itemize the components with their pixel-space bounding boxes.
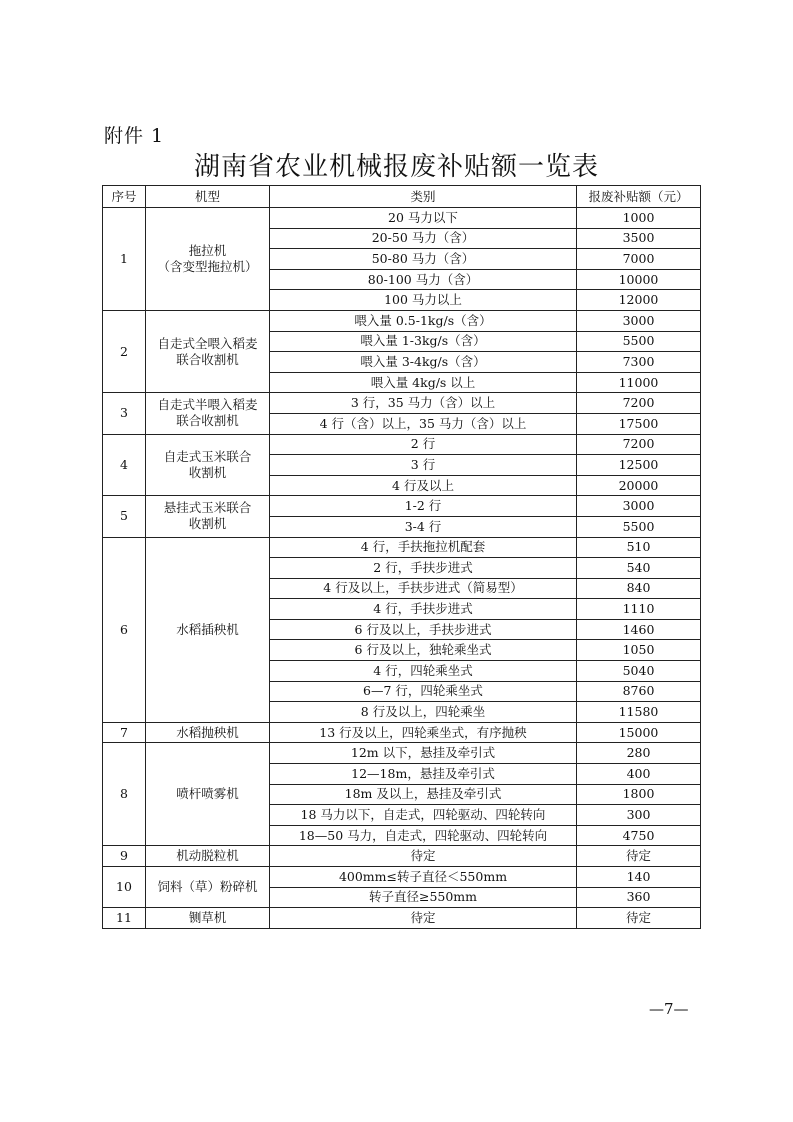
amount-cell: 1800 xyxy=(577,784,701,805)
amount-cell: 7000 xyxy=(577,249,701,270)
table-row xyxy=(103,722,701,743)
amount-cell: 540 xyxy=(577,558,701,579)
category-cell: 13 行及以上，四轮乘坐式，有序抛秧 xyxy=(270,722,577,743)
amount-cell: 12500 xyxy=(577,455,701,476)
category-cell: 3 行，35 马力（含）以上 xyxy=(270,393,577,414)
machine-type: 悬挂式玉米联合 收割机 xyxy=(146,496,270,537)
amount-cell: 7200 xyxy=(577,434,701,455)
amount-cell: 20000 xyxy=(577,475,701,496)
category-cell: 3 行 xyxy=(270,455,577,476)
table-row xyxy=(103,393,701,414)
page-title: 湖南省农业机械报废补贴额一览表 xyxy=(193,152,599,182)
amount-cell: 3000 xyxy=(577,310,701,331)
category-cell: 1-2 行 xyxy=(270,496,577,517)
amount-cell: 10000 xyxy=(577,269,701,290)
amount-cell: 1050 xyxy=(577,640,701,661)
category-cell: 2 行 xyxy=(270,434,577,455)
table-row xyxy=(103,743,701,764)
table-row xyxy=(103,537,701,558)
table-row xyxy=(103,208,701,229)
amount-cell: 待定 xyxy=(577,908,701,929)
amount-cell: 12000 xyxy=(577,290,701,311)
amount-cell: 8760 xyxy=(577,681,701,702)
category-cell: 4 行及以上，手扶步进式（简易型） xyxy=(270,578,577,599)
amount-cell: 840 xyxy=(577,578,701,599)
table-header-row xyxy=(103,186,701,208)
machine-type: 铡草机 xyxy=(146,908,270,929)
row-number: 2 xyxy=(103,310,146,392)
row-number: 1 xyxy=(103,208,146,311)
machine-type: 自走式半喂入稻麦 联合收割机 xyxy=(146,393,270,434)
table-row xyxy=(103,908,701,929)
category-cell: 6 行及以上，手扶步进式 xyxy=(270,619,577,640)
amount-cell: 1110 xyxy=(577,599,701,620)
header-amount: 报废补贴额（元） xyxy=(577,186,701,208)
category-cell: 20-50 马力（含） xyxy=(270,228,577,249)
category-cell: 喂入量 3-4kg/s（含） xyxy=(270,352,577,373)
machine-type: 喷杆喷雾机 xyxy=(146,743,270,846)
category-cell: 4 行及以上 xyxy=(270,475,577,496)
amount-cell: 400 xyxy=(577,764,701,785)
table-row xyxy=(103,434,701,455)
amount-cell: 3500 xyxy=(577,228,701,249)
amount-cell: 140 xyxy=(577,867,701,888)
category-cell: 100 马力以上 xyxy=(270,290,577,311)
category-cell: 喂入量 4kg/s 以上 xyxy=(270,372,577,393)
amount-cell: 4750 xyxy=(577,825,701,846)
machine-type: 自走式玉米联合 收割机 xyxy=(146,434,270,496)
table-body xyxy=(103,208,701,929)
attachment-label: 附件 1 xyxy=(104,125,165,147)
row-number: 5 xyxy=(103,496,146,537)
row-number: 10 xyxy=(103,867,146,908)
amount-cell: 5500 xyxy=(577,331,701,352)
subsidy-table xyxy=(102,185,701,929)
category-cell: 待定 xyxy=(270,908,577,929)
amount-cell: 1460 xyxy=(577,619,701,640)
header-no: 序号 xyxy=(103,186,146,208)
machine-type: 自走式全喂入稻麦 联合收割机 xyxy=(146,310,270,392)
amount-cell: 300 xyxy=(577,805,701,826)
row-number: 3 xyxy=(103,393,146,434)
amount-cell: 11000 xyxy=(577,372,701,393)
category-cell: 待定 xyxy=(270,846,577,867)
table-row xyxy=(103,867,701,888)
category-cell: 4 行（含）以上，35 马力（含）以上 xyxy=(270,413,577,434)
category-cell: 4 行，手扶拖拉机配套 xyxy=(270,537,577,558)
category-cell: 12m 以下，悬挂及牵引式 xyxy=(270,743,577,764)
table-row xyxy=(103,846,701,867)
amount-cell: 5040 xyxy=(577,661,701,682)
page-number: —7— xyxy=(649,1000,689,1018)
amount-cell: 11580 xyxy=(577,702,701,723)
amount-cell: 待定 xyxy=(577,846,701,867)
row-number: 4 xyxy=(103,434,146,496)
category-cell: 喂入量 0.5-1kg/s（含） xyxy=(270,310,577,331)
row-number: 6 xyxy=(103,537,146,722)
machine-type: 水稻抛秧机 xyxy=(146,722,270,743)
category-cell: 400mm≤转子直径＜550mm xyxy=(270,867,577,888)
category-cell: 12—18m，悬挂及牵引式 xyxy=(270,764,577,785)
header-category: 类别 xyxy=(270,186,577,208)
row-number: 11 xyxy=(103,908,146,929)
category-cell: 8 行及以上，四轮乘坐 xyxy=(270,702,577,723)
amount-cell: 3000 xyxy=(577,496,701,517)
amount-cell: 510 xyxy=(577,537,701,558)
amount-cell: 7200 xyxy=(577,393,701,414)
amount-cell: 5500 xyxy=(577,516,701,537)
table-row xyxy=(103,310,701,331)
category-cell: 3-4 行 xyxy=(270,516,577,537)
row-number: 9 xyxy=(103,846,146,867)
category-cell: 6 行及以上，独轮乘坐式 xyxy=(270,640,577,661)
category-cell: 4 行，四轮乘坐式 xyxy=(270,661,577,682)
category-cell: 18m 及以上，悬挂及牵引式 xyxy=(270,784,577,805)
amount-cell: 7300 xyxy=(577,352,701,373)
category-cell: 80-100 马力（含） xyxy=(270,269,577,290)
machine-type: 拖拉机 （含变型拖拉机） xyxy=(146,208,270,311)
header-machine-type: 机型 xyxy=(146,186,270,208)
machine-type: 水稻插秧机 xyxy=(146,537,270,722)
category-cell: 18 马力以下，自走式，四轮驱动、四轮转向 xyxy=(270,805,577,826)
category-cell: 4 行，手扶步进式 xyxy=(270,599,577,620)
amount-cell: 15000 xyxy=(577,722,701,743)
category-cell: 喂入量 1-3kg/s（含） xyxy=(270,331,577,352)
category-cell: 20 马力以下 xyxy=(270,208,577,229)
row-number: 7 xyxy=(103,722,146,743)
category-cell: 2 行，手扶步进式 xyxy=(270,558,577,579)
category-cell: 18—50 马力，自走式，四轮驱动、四轮转向 xyxy=(270,825,577,846)
table-row xyxy=(103,496,701,517)
amount-cell: 1000 xyxy=(577,208,701,229)
category-cell: 转子直径≥550mm xyxy=(270,887,577,908)
amount-cell: 360 xyxy=(577,887,701,908)
machine-type: 机动脱粒机 xyxy=(146,846,270,867)
row-number: 8 xyxy=(103,743,146,846)
category-cell: 6—7 行，四轮乘坐式 xyxy=(270,681,577,702)
amount-cell: 17500 xyxy=(577,413,701,434)
category-cell: 50-80 马力（含） xyxy=(270,249,577,270)
machine-type: 饲料（草）粉碎机 xyxy=(146,867,270,908)
amount-cell: 280 xyxy=(577,743,701,764)
